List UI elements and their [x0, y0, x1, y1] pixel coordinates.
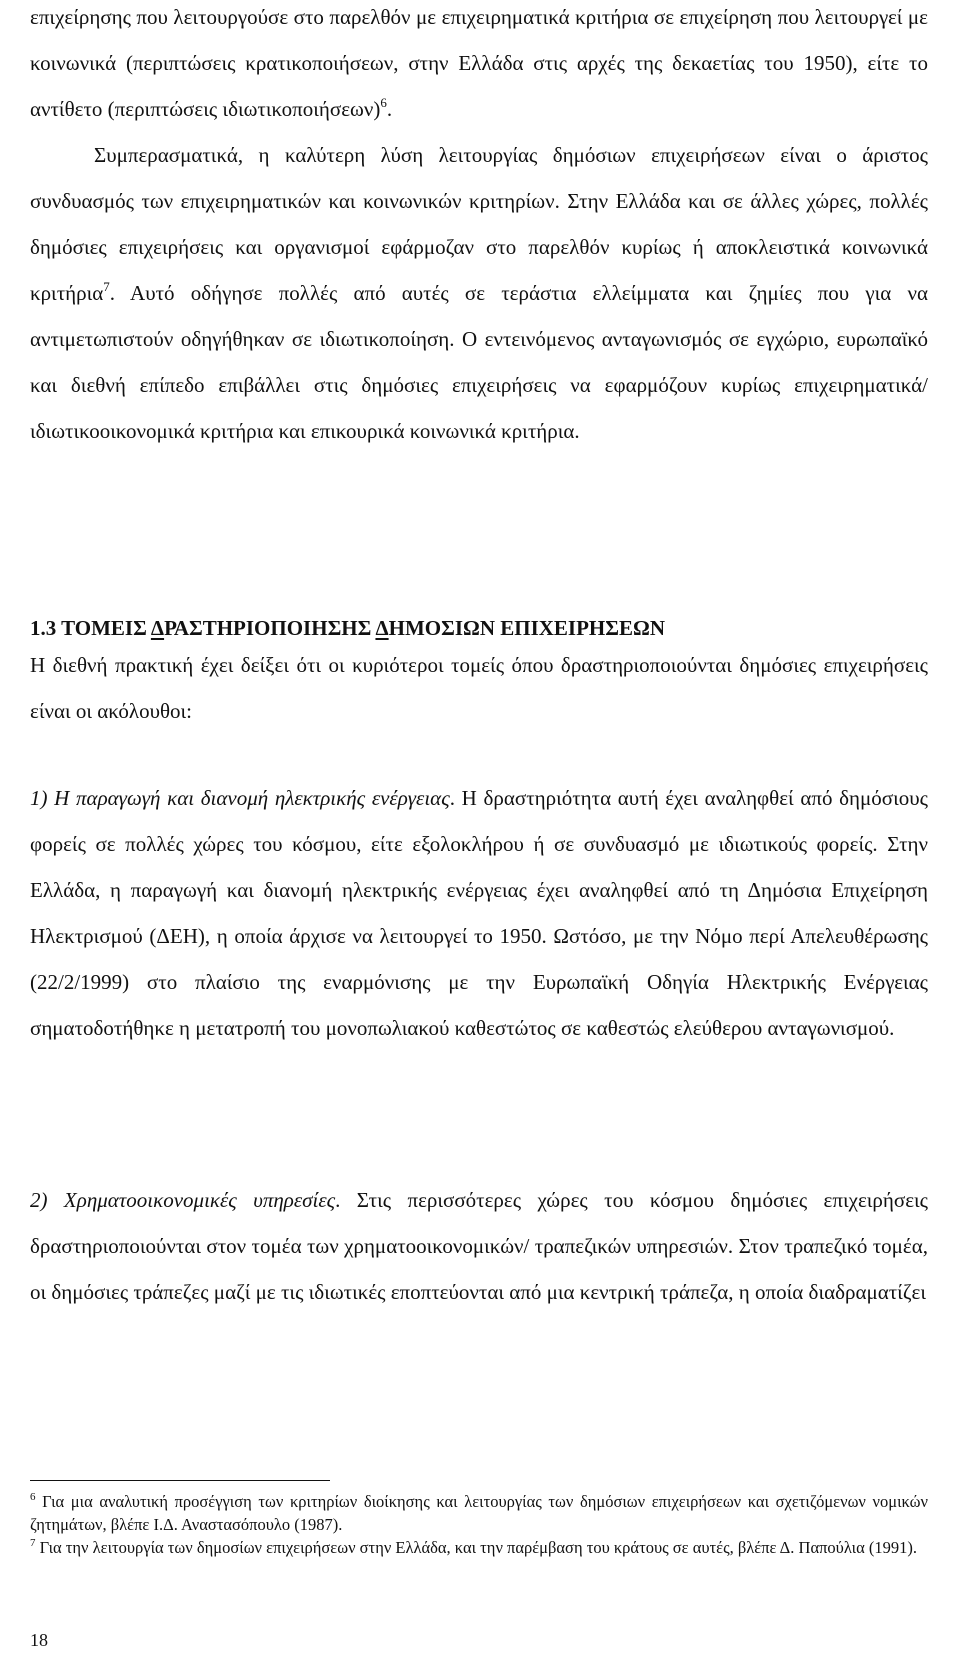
body-upper — [30, 0, 928, 454]
list-item-financial: 2) Χρηματοοικονομικές υπηρεσίες. Στις περισσότερες χώρες του κόσμου δημόσιες επιχειρήσεις δραστηριοποιούνται στον τομέα των χρηματοοικονομικών/ τραπεζικών υπηρεσιών. Στον τραπεζικό τομέα, οι δημόσιες τράπεζες μαζί με τις ιδιωτικές εποπτεύονται από μια κεντρική τράπεζα, η οποία διαδραματίζει — [30, 1188, 928, 1304]
footnote-7: $^7$ Για την λειτουργία των δημοσίων επιχειρήσεων στην Ελλάδα, και την παρέμβαση του κράτους σε αυτές, βλέπε Δ. Παπούλια (1991). — [30, 1537, 917, 1557]
footnote-separator — [30, 1480, 330, 1481]
page-number: 18 — [30, 1630, 48, 1650]
item-title: 1) Η παραγωγή και διανομή ηλεκτρικής ενέργειας — [30, 786, 450, 810]
body-sectors-intro — [30, 642, 928, 734]
footnotes — [30, 1490, 928, 1559]
section-heading: 1.3 ΤΟΜΕΙΣ ΔΡΑΣΤΗΡΙΟΠΟΙΗΣΗΣ ΔΗΜΟΣΙΩΝ ΕΠΙΧΕΙΡΗΣΕΩΝ — [30, 616, 665, 640]
item-title: 2) Χρηματοοικονομικές υπηρεσίες — [30, 1188, 336, 1212]
paragraph-conclusion: Συμπερασματικά, η καλύτερη λύση λειτουργίας δημόσιων επιχειρήσεων είναι ο άριστος συνδυασμός των επιχειρηματικών και κοινωνικών κριτηρίων. Στην Ελλάδα και σε άλλες χώρες, πολλές δημόσιες επιχειρήσεις και οργανισμοί εφάρμοζαν στο παρελθόν κυρίως ή αποκλειστικά κοινωνικά κριτήρια$^7$. Αυτό οδήγησε πολλές από αυτές σε τεράστια ελλείμματα και ζημίες που για να αντιμετωπιστούν οδηγήθηκαν σε ιδιωτικοποίηση. Ο εντεινόμενος ανταγωνισμός σε εγχώριο, ευρωπαϊκό και διεθνή επίπεδο επιβάλλει στις δημόσιες επιχειρήσεις να εφαρμόζουν κυρίως επιχειρηματικά/ ιδιωτικοοικονομικά κριτήρια και επικουρικά κοινωνικά κριτήρια. — [30, 143, 928, 443]
body-item-2 — [30, 1177, 928, 1315]
paragraph-continuation: επιχείρησης που λειτουργούσε στο παρελθόν με επιχειρηματικά κριτήρια σε επιχείρηση που λειτουργεί με κοινωνικά (περιπτώσεις κρατικοποιήσεων, στην Ελλάδα στις αρχές της δεκαετίας του 1950), είτε το αντίθετο (περιπτώσεις ιδιωτικοποιήσεων)$^6$. — [30, 5, 928, 121]
footnote-6: $^6$ Για μια αναλυτική προσέγγιση των κριτηρίων διοίκησης και λειτουργίας των δημόσιων επιχειρήσεων και σχετιζόμενων νομικών ζητημάτων, βλέπε Ι.Δ. Αναστασόπουλο (1987). — [30, 1491, 928, 1534]
paragraph-intro: Η διεθνή πρακτική έχει δείξει ότι οι κυριότεροι τομείς όπου δραστηριοποιούνται δημόσιες επιχειρήσεις είναι οι ακόλουθοι: — [30, 653, 928, 723]
footnote-ref-6[interactable]: 6 — [380, 95, 387, 110]
list-item-electricity: 1) Η παραγωγή και διανομή ηλεκτρικής ενέργειας. Η δραστηριότητα αυτή έχει αναληφθεί από δημόσιους φορείς σε πολλές χώρες του κόσμου, είτε εξολοκλήρου ή σε συνδυασμό με ιδιωτικούς φορείς. Στην Ελλάδα, η παραγωγή και διανομή ηλεκτρικής ενέργειας έχει αναληφθεί από τη Δημόσια Επιχείρηση Ηλεκτρισμού (ΔΕΗ), η οποία άρχισε να λειτουργεί το 1950. Ωστόσο, με την Νόμο περί Απελευθέρωσης (22/2/1999) στο πλαίσιο της εναρμόνισης με την Ευρωπαϊκή Οδηγία Ηλεκτρικής Ενέργειας σηματοδοτήθηκε η μετατροπή του μονοπωλιακού καθεστώτος σε καθεστώς ελεύθερου ανταγωνισμού. — [30, 786, 928, 1040]
footnote-ref-7[interactable]: 7 — [103, 279, 110, 294]
body-item-1 — [30, 775, 928, 1051]
